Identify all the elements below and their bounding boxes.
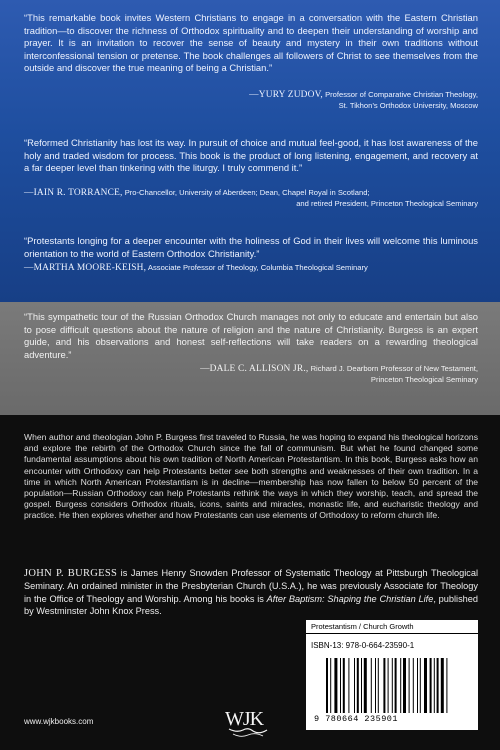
author-bio-part2: , published by Westminster John Knox Press. xyxy=(24,593,478,617)
endorsement-zudov-title1: Professor of Comparative Christian Theology, xyxy=(325,90,478,99)
endorsement-zudov-title2: St. Tikhon’s Orthodox University, Moscow xyxy=(338,100,478,110)
barcode-bar xyxy=(400,658,401,713)
barcode-bar xyxy=(383,658,385,713)
barcode-bar xyxy=(437,658,439,713)
barcode-bar xyxy=(340,658,341,713)
barcode-bar xyxy=(392,658,393,713)
barcode-bar xyxy=(395,658,397,713)
endorsement-torrance-name: —IAIN R. TORRANCE, xyxy=(24,188,123,198)
barcode-bar xyxy=(343,658,345,713)
barcode-bar xyxy=(403,658,406,713)
barcode-bar xyxy=(375,658,376,713)
endorsement-zudov-attribution xyxy=(249,90,478,111)
barcode-bar xyxy=(364,658,367,713)
barcode-bar xyxy=(334,658,337,713)
author-bio xyxy=(24,567,478,618)
barcode-bar xyxy=(446,658,447,713)
isbn-label: ISBN-13: 978-0-664-23590-1 xyxy=(311,641,415,650)
endorsements-blue-band xyxy=(0,0,500,302)
endorsement-moore-keish-attribution xyxy=(24,263,478,274)
endorsement-gray-band xyxy=(0,302,500,415)
endorsement-allison-attribution xyxy=(200,364,478,385)
endorsement-torrance-title2: and retired President, Princeton Theological Seminary xyxy=(296,198,478,208)
category-label: Protestantism / Church Growth xyxy=(306,620,478,634)
endorsement-allison-title1: Richard J. Dearborn Professor of New Testament, xyxy=(310,364,478,373)
endorsement-zudov-text: “This remarkable book invites Western Christians to engage in a conversation with the Eastern Christian tradition—to discover the richness of Orthodox spirituality and to deepen their understanding of worship and prayer. It is an invitation to recover the sense of beauty and mystery in their own traditions without interconfessional tension or pretense. The book challenges all followers of Christ to see themselves from the outside and discover the true meaning of being a Christian.” xyxy=(24,12,478,74)
barcode-bar xyxy=(441,658,444,713)
barcode-bar xyxy=(326,658,328,713)
barcode-bar xyxy=(424,658,427,713)
wjk-logo xyxy=(223,706,273,740)
wjk-logo-wave-2 xyxy=(233,734,263,737)
barcode-bar xyxy=(409,658,410,713)
barcode-bar xyxy=(348,658,349,713)
endorsement-allison-name: —DALE C. ALLISON JR., xyxy=(200,364,309,374)
wjk-logo-text: WJK xyxy=(225,708,264,730)
barcode-bar xyxy=(413,658,414,713)
barcode-bar xyxy=(388,658,389,713)
barcode-number: 9 780664 235901 xyxy=(314,714,399,724)
barcode-bar xyxy=(330,658,331,713)
endorsement-moore-keish-title1: Associate Professor of Theology, Columbia Theological Seminary xyxy=(147,263,368,272)
endorsement-moore-keish-text: “Protestants longing for a deeper encounter with the holiness of God in their lives will welcome this luminous orientation to the world of Eastern Orthodox Christianity.” xyxy=(24,235,478,259)
endorsement-zudov-name: —YURY ZUDOV, xyxy=(249,90,323,100)
barcode-bars xyxy=(326,658,466,713)
author-name: JOHN P. BURGESS xyxy=(24,568,118,579)
barcode-bar xyxy=(434,658,435,713)
book-description: When author and theologian John P. Burgess first traveled to Russia, he was hoping to expand his theological horizons and explore the rebirth of the Orthodox Church since the fall of communism. But what he found changed some fundamental assumptions about his own tradition of North American Protestantism. In this book, Burgess asks how an encounter with Orthodoxy can help Protestants better see both strengths and weaknesses of their own tradition. In a time in which North American Protestantism is in decline—membership has now fallen to below 50 percent of the population—Russian Orthodoxy can help Protestants rethink the ways in which they worship, teach, and spread the gospel. Burgess considers Orthodox rituals, icons, saints and miracles, monastic life, and eucharistic theology and practice. He then explores whether and how Protestants can use elements of Orthodoxy to reform church life. xyxy=(24,432,478,521)
barcode-bar xyxy=(417,658,418,713)
barcode-bar xyxy=(357,658,359,713)
endorsement-allison-text: “This sympathetic tour of the Russian Orthodox Church manages not only to educate and entertain but also to pose difficult questions about the nature of religion and the nature of Christianity. Burgess is an expert guide, and his observations and honest self-reflections will take readers on a rewarding theological adventure.” xyxy=(24,311,478,360)
barcode-bar xyxy=(361,658,362,713)
barcode-bar xyxy=(371,658,372,713)
endorsement-torrance-title1: Pro-Chancellor, University of Aberdeen; Dean, Chapel Royal in Scotland; xyxy=(124,188,370,197)
barcode-panel xyxy=(306,620,478,730)
endorsement-torrance-attribution xyxy=(24,188,478,209)
publisher-url[interactable]: www.wjkbooks.com xyxy=(24,717,94,726)
endorsement-torrance-text: “Reformed Christianity has lost its way. In pursuit of choice and mutual feel-good, it has lost awareness of the holy and traded wisdom for process. This book is the product of long listening, engagement, and recovery at a far deeper level than tinkering with the liturgy. I truly commend it.” xyxy=(24,137,478,174)
barcode-bar xyxy=(378,658,379,713)
author-book-title: After Baptism: Shaping the Christian Life xyxy=(266,593,434,604)
endorsement-allison-title2: Princeton Theological Seminary xyxy=(370,374,478,384)
endorsement-moore-keish-name: —MARTHA MOORE-KEISH, xyxy=(24,263,147,273)
barcode-bar xyxy=(354,658,355,713)
barcode-bar xyxy=(420,658,421,713)
barcode-bar xyxy=(430,658,432,713)
author-bio-part1: is James Henry Snowden Professor of Systematic Theology at Pittsburgh Theological Seminary. An ordained minister in the Presbyterian Church (U.S.A.), he was previously Associate for Theology in the Office of Theology and Worship. Among his books is xyxy=(24,568,478,604)
